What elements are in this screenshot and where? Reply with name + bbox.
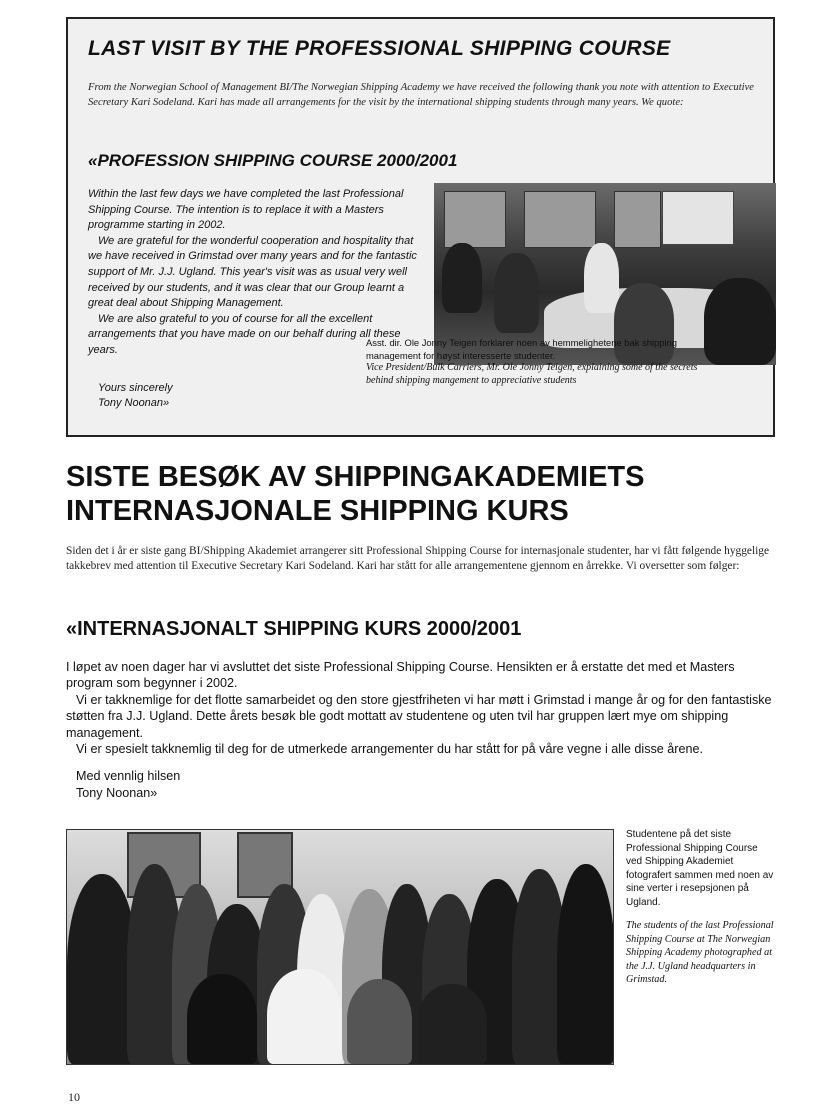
article-intro: Siden det i år er siste gang BI/Shipping Akademiet arrangerer sitt Professional Shipping Course for internasjonale studenter, har vi fått følgende hyggelige takkebrev med attention til Executive Secretary Kari Sodeland. Kari har stått for alle arrangementene gjennom en årrekke. Vi oversetter som følger: xyxy=(66,545,770,573)
person-silhouette xyxy=(267,969,342,1064)
group-photo-caption xyxy=(626,828,776,987)
window-decor xyxy=(614,191,661,248)
body-paragraph: Vi er takknemlige for det flotte samarbeidet og den store gjestfriheten vi har møtt i Grimstad i mange år og for den fantastiske støtten fra J.J. Ugland. Dette årets besøk ble godt mottatt av studentene og uten tvil har gruppen lært mye om shipping management. xyxy=(66,692,772,740)
person-silhouette xyxy=(584,243,619,313)
person-silhouette xyxy=(442,243,482,313)
person-silhouette xyxy=(347,979,412,1064)
body-signature: Tony Noonan» xyxy=(76,785,158,800)
box-title: LAST VISIT BY THE PROFESSIONAL SHIPPING COURSE xyxy=(88,37,671,60)
window-decor xyxy=(524,191,596,248)
projection-screen xyxy=(662,191,734,245)
person-silhouette xyxy=(187,974,257,1064)
body-paragraph: Vi er spesielt takknemlig til deg for de utmerkede arrangementer du har stått for på våre vegne i alle disse årene. xyxy=(76,742,703,757)
body-paragraph: I løpet av noen dager har vi avsluttet det siste Professional Shipping Course. Hensikten er å erstatte det med et Masters program som begynner i 2002. xyxy=(66,660,735,691)
letter-paragraph: We are also grateful to you of course for all the excellent arrangements that you have made on our behalf during all these years. xyxy=(88,312,401,356)
window-decor xyxy=(444,191,506,248)
letter-closing: Yours sincerely xyxy=(98,381,173,394)
caption-english: The students of the last Professional Shipping Course at The Norwegian Shipping Academy photographed at the J.J. Ugland headquarters in Grimstad. xyxy=(626,920,774,986)
body-closing: Med vennlig hilsen xyxy=(76,769,181,784)
caption-english: Vice President/Bulk Carriers, Mr. Ole Jonny Teigen, explaining some of the secrets behind shipping mangement to appreciative students xyxy=(366,362,698,386)
article-subheading: «INTERNASJONALT SHIPPING KURS 2000/2001 xyxy=(66,618,522,640)
article-heading: SISTE BESØK AV SHIPPINGAKADEMIETS INTERNASJONALE SHIPPING KURS xyxy=(66,461,645,527)
box-subtitle: «PROFESSION SHIPPING COURSE 2000/2001 xyxy=(88,151,458,170)
letter-paragraph: We are grateful for the wonderful cooperation and hospitality that we have received in Grimstad over many years and for the fantastic support of Mr. J.J. Ugland. This year's visit was as usual very well received by our students, and it was clear that our Group learnt a great deal about Shipping Management. xyxy=(88,234,417,310)
meeting-photo-caption xyxy=(366,337,702,387)
group-photo xyxy=(66,829,614,1065)
letter-signature: Tony Noonan» xyxy=(98,397,170,410)
person-silhouette xyxy=(704,278,776,365)
letter-paragraph: Within the last few days we have completed the last Professional Shipping Course. The intention is to replace it with a Masters programme starting in 2002. xyxy=(88,188,404,232)
box-intro: From the Norwegian School of Management BI/The Norwegian Shipping Academy we have received the following thank you note with attention to Executive Secretary Kari Sodeland. Kari has made all arrangements for the visit by the international shipping students through many years. We quote: xyxy=(88,82,754,108)
person-silhouette xyxy=(557,864,614,1064)
person-silhouette xyxy=(417,984,487,1064)
person-silhouette xyxy=(494,253,539,333)
page-number: 10 xyxy=(68,1090,80,1104)
caption-norwegian: Asst. dir. Ole Jonny Teigen forklarer noen av hemmelighetene bak shipping management for høyst interesserte studenter. xyxy=(366,337,677,361)
norwegian-letter xyxy=(66,659,782,801)
caption-norwegian: Studentene på det siste Professional Shipping Course ved Shipping Akademiet fotografert sammen med noen av sine verter i resepsjonen på Ugland. xyxy=(626,829,774,908)
